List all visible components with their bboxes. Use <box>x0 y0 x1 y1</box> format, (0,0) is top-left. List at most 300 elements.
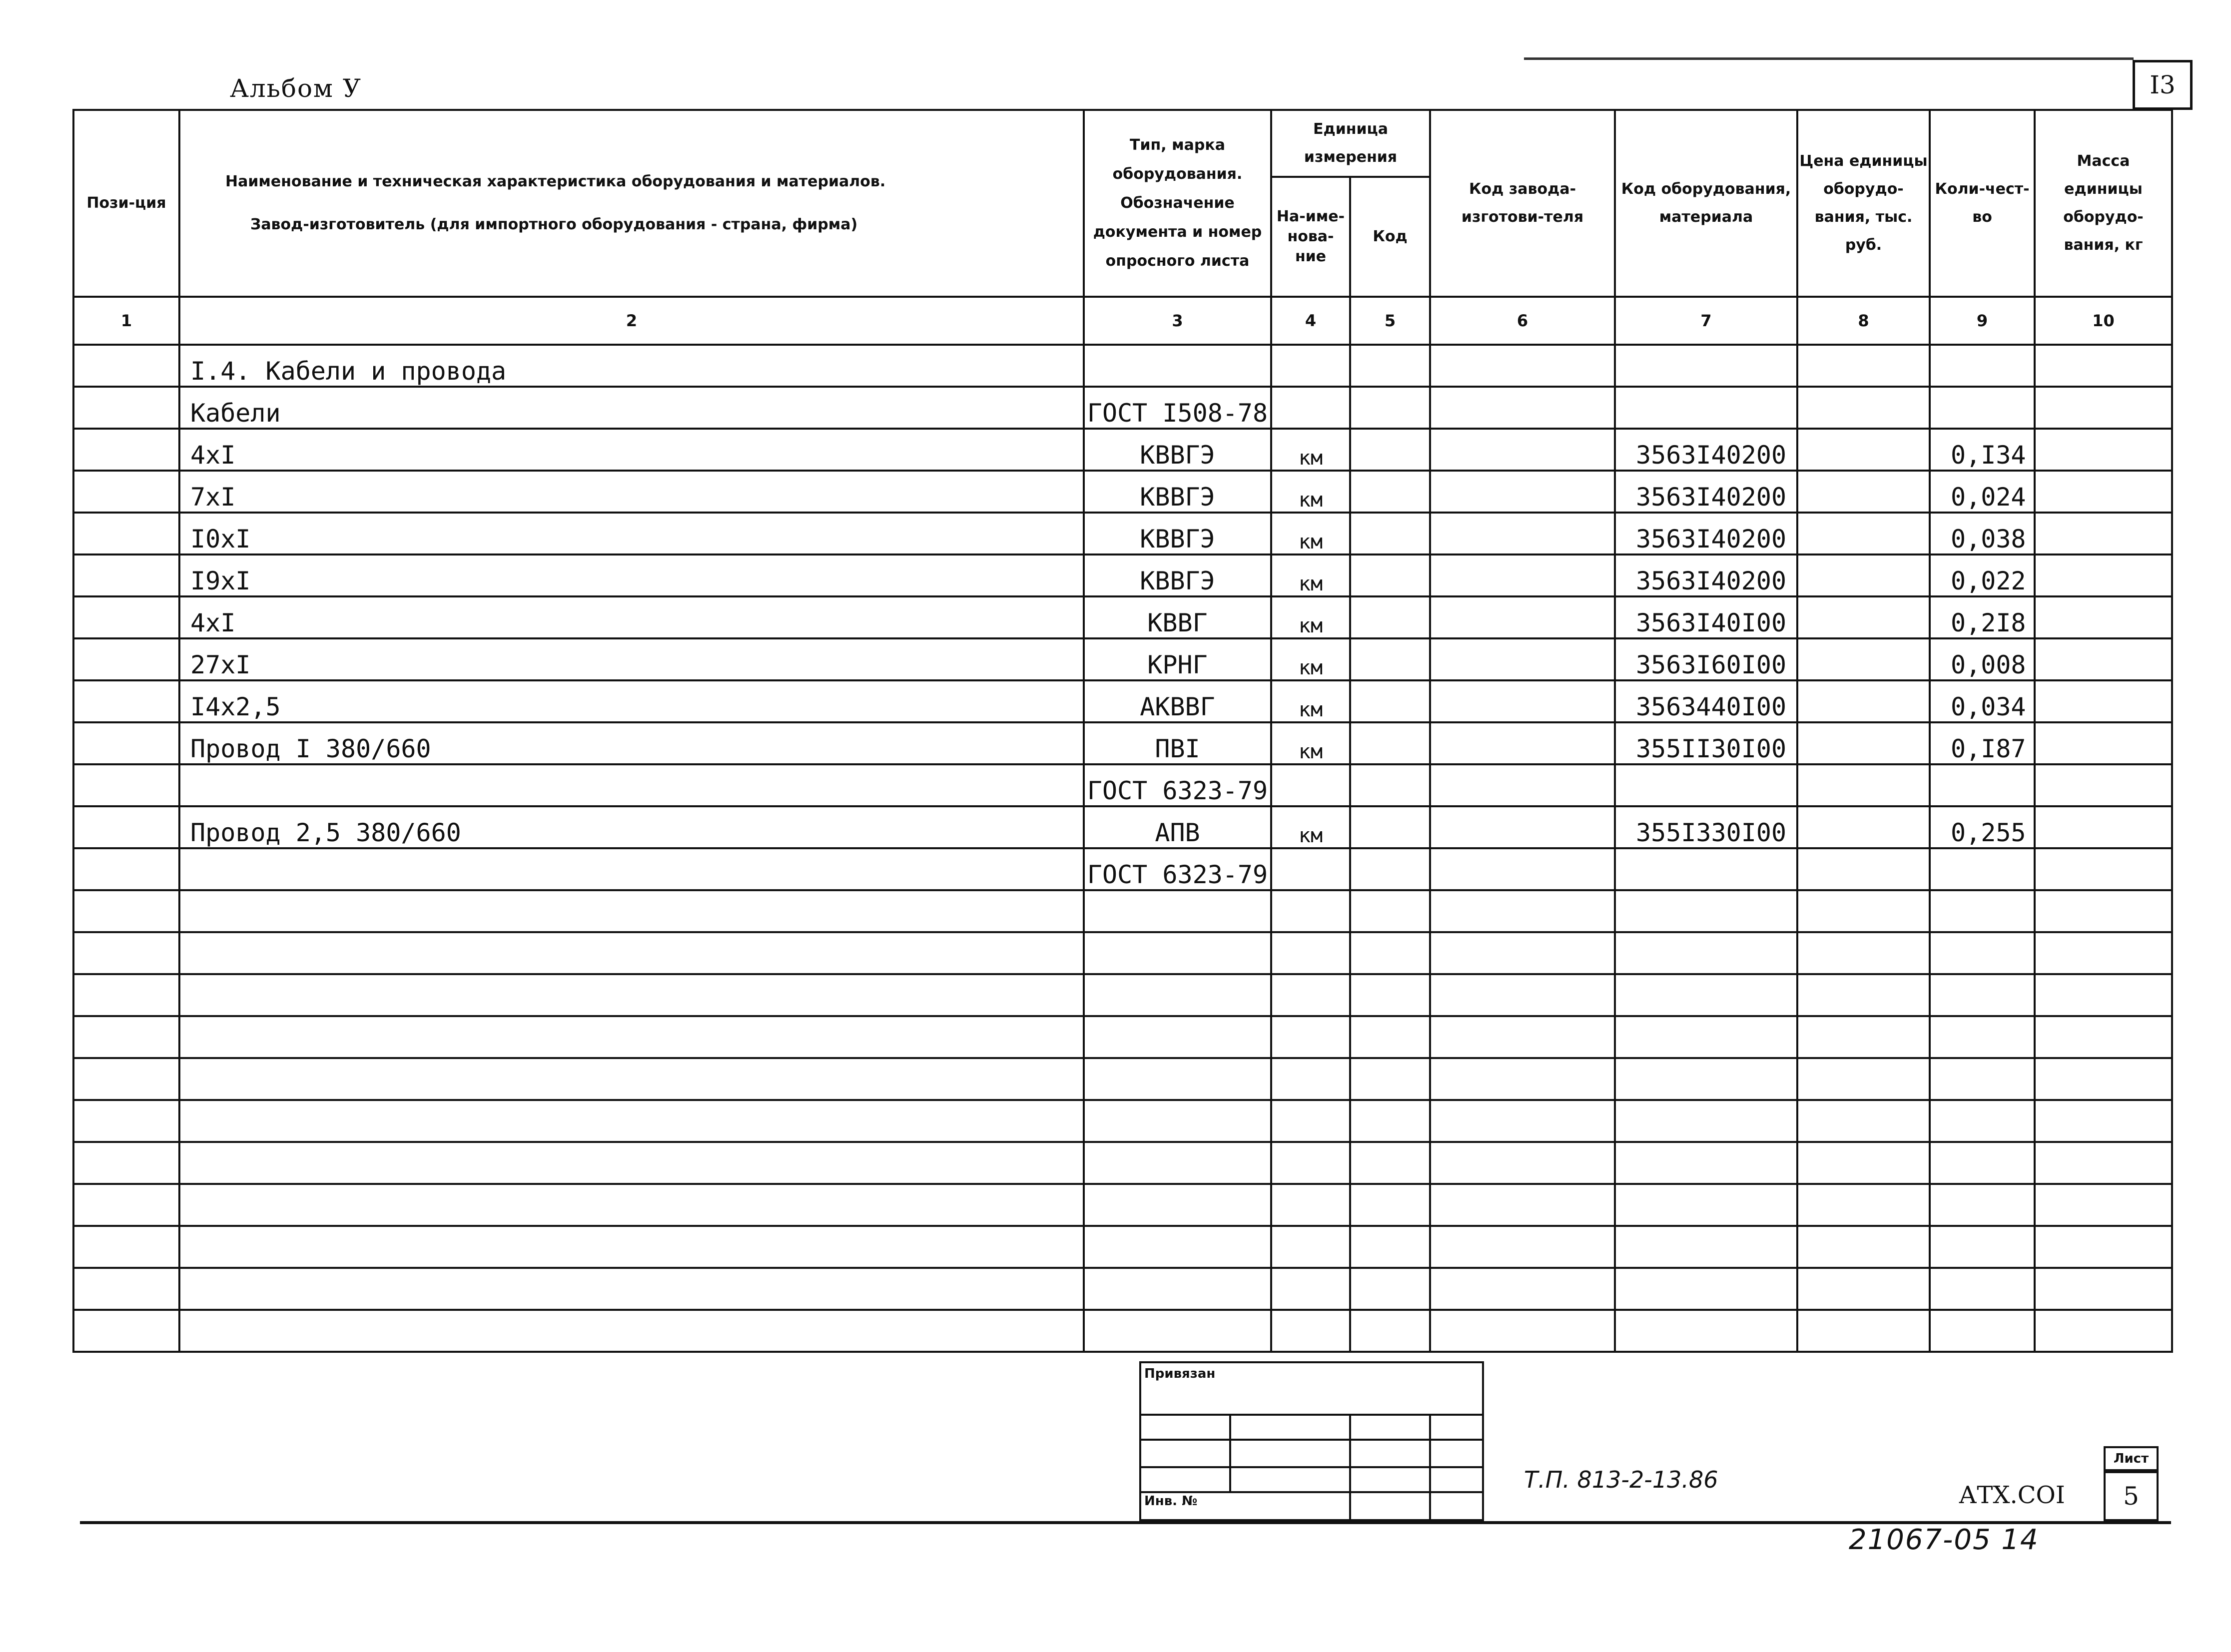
empty-cell <box>1084 1142 1271 1184</box>
header-unit: Единица измерения <box>1271 110 1430 177</box>
empty-cell <box>1930 1184 2035 1226</box>
empty-cell <box>179 1226 1084 1268</box>
bound-label: Привязан <box>1144 1366 1216 1381</box>
name-cell: 4xI <box>179 429 1084 471</box>
pos-cell <box>73 429 179 471</box>
table-row <box>73 596 2172 638</box>
pos-cell <box>73 638 179 680</box>
name-cell: 4xI <box>179 596 1084 638</box>
table-row <box>73 513 2172 554</box>
unit-code-cell <box>1350 722 1430 764</box>
table-row <box>73 638 2172 680</box>
unit-cell: км <box>1271 513 1350 554</box>
col-number: 7 <box>1615 297 1797 345</box>
empty-row <box>73 1100 2172 1142</box>
empty-cell <box>1430 1184 1615 1226</box>
price-cell <box>1797 387 1930 429</box>
unit-code-cell <box>1350 554 1430 596</box>
table-row <box>73 554 2172 596</box>
mass-cell <box>2035 722 2172 764</box>
factory-code-cell <box>1430 429 1615 471</box>
empty-cell <box>1930 1142 2035 1184</box>
empty-cell <box>2035 1016 2172 1058</box>
empty-cell <box>1350 1142 1430 1184</box>
sheet-label: Лист <box>2104 1446 2159 1471</box>
unit-cell <box>1271 387 1350 429</box>
empty-cell <box>1797 1058 1930 1100</box>
empty-cell <box>1430 1310 1615 1352</box>
col-number: 9 <box>1930 297 2035 345</box>
stamp-divider <box>1229 1414 1231 1491</box>
name-cell: I9xI <box>179 554 1084 596</box>
empty-cell <box>1615 974 1797 1016</box>
header-unit-code: Код <box>1350 177 1430 297</box>
page-number: I3 <box>2133 60 2193 110</box>
price-cell <box>1797 848 1930 890</box>
empty-cell <box>1271 1058 1350 1100</box>
table-row <box>73 680 2172 722</box>
name-cell: I4x2,5 <box>179 680 1084 722</box>
table-row <box>73 806 2172 848</box>
empty-cell <box>179 932 1084 974</box>
data-rows <box>73 345 2172 1352</box>
empty-cell <box>1797 890 1930 932</box>
price-cell <box>1797 722 1930 764</box>
empty-cell <box>179 1100 1084 1142</box>
pos-cell <box>73 513 179 554</box>
equipment-code-cell <box>1615 848 1797 890</box>
empty-cell <box>1797 932 1930 974</box>
unit-code-cell <box>1350 513 1430 554</box>
empty-cell <box>1930 1100 2035 1142</box>
col-number: 5 <box>1350 297 1430 345</box>
empty-cell <box>73 974 179 1016</box>
empty-row <box>73 1268 2172 1310</box>
unit-cell: км <box>1271 429 1350 471</box>
header-row <box>73 110 2172 177</box>
equipment-code-cell: 3563440I00 <box>1615 680 1797 722</box>
mass-cell <box>2035 638 2172 680</box>
document-code: АТХ.COI <box>1959 1481 2065 1509</box>
name-cell: 27xI <box>179 638 1084 680</box>
empty-cell <box>1350 1016 1430 1058</box>
stamp-line <box>1139 1491 1484 1493</box>
empty-cell <box>73 1226 179 1268</box>
header-quantity: Коли-чест-во <box>1930 110 2035 297</box>
empty-cell <box>2035 1226 2172 1268</box>
empty-cell <box>1615 1310 1797 1352</box>
equipment-code-cell: 3563I40200 <box>1615 513 1797 554</box>
empty-cell <box>1350 1310 1430 1352</box>
empty-cell <box>1350 1100 1430 1142</box>
empty-cell <box>1430 1268 1615 1310</box>
header-position: Пози-ция <box>73 110 179 297</box>
stamp-line <box>1139 1466 1484 1468</box>
empty-row <box>73 1142 2172 1184</box>
factory-code-cell <box>1430 471 1615 513</box>
table-row <box>73 429 2172 471</box>
specification-table <box>72 109 2173 1353</box>
empty-cell <box>2035 1058 2172 1100</box>
price-cell <box>1797 429 1930 471</box>
empty-cell <box>179 1268 1084 1310</box>
price-cell <box>1797 471 1930 513</box>
empty-cell <box>73 890 179 932</box>
quantity-cell: 0,2I8 <box>1930 596 2035 638</box>
name-cell: 7xI <box>179 471 1084 513</box>
equipment-code-cell: 355II30I00 <box>1615 722 1797 764</box>
empty-cell <box>2035 1310 2172 1352</box>
unit-code-cell <box>1350 387 1430 429</box>
empty-cell <box>1271 1268 1350 1310</box>
quantity-cell <box>1930 764 2035 806</box>
col-number: 4 <box>1271 297 1350 345</box>
empty-cell <box>1797 974 1930 1016</box>
empty-row <box>73 1310 2172 1352</box>
name-cell: I.4. Кабели и провода <box>179 345 1084 387</box>
price-cell <box>1797 345 1930 387</box>
name-cell: Провод 2,5 380/660 <box>179 806 1084 848</box>
stamp-line <box>1139 1439 1484 1441</box>
table-row <box>73 722 2172 764</box>
factory-code-cell <box>1430 806 1615 848</box>
quantity-cell: 0,I87 <box>1930 722 2035 764</box>
type-cell: КВВГЭ <box>1084 513 1271 554</box>
empty-cell <box>1615 1268 1797 1310</box>
empty-cell <box>2035 974 2172 1016</box>
empty-cell <box>1271 1016 1350 1058</box>
mass-cell <box>2035 764 2172 806</box>
unit-cell: км <box>1271 596 1350 638</box>
empty-cell <box>1350 1268 1430 1310</box>
empty-cell <box>1430 1100 1615 1142</box>
name-cell: Кабели <box>179 387 1084 429</box>
quantity-cell: 0,038 <box>1930 513 2035 554</box>
pos-cell <box>73 806 179 848</box>
empty-cell <box>1797 1016 1930 1058</box>
table-row <box>73 848 2172 890</box>
pos-cell <box>73 554 179 596</box>
empty-cell <box>1084 932 1271 974</box>
col-number: 10 <box>2035 297 2172 345</box>
empty-cell <box>1350 1226 1430 1268</box>
empty-cell <box>1084 1100 1271 1142</box>
mass-cell <box>2035 848 2172 890</box>
unit-code-cell <box>1350 764 1430 806</box>
col-number: 6 <box>1430 297 1615 345</box>
empty-cell <box>73 1310 179 1352</box>
empty-cell <box>1930 1016 2035 1058</box>
name-cell: Провод I 380/660 <box>179 722 1084 764</box>
empty-cell <box>1930 974 2035 1016</box>
pos-cell <box>73 680 179 722</box>
equipment-code-cell <box>1615 345 1797 387</box>
empty-cell <box>1271 1142 1350 1184</box>
empty-cell <box>1430 932 1615 974</box>
empty-cell <box>2035 890 2172 932</box>
empty-cell <box>1084 1058 1271 1100</box>
empty-cell <box>73 1184 179 1226</box>
table-row <box>73 387 2172 429</box>
table-row <box>73 345 2172 387</box>
equipment-code-cell: 3563I60I00 <box>1615 638 1797 680</box>
mass-cell <box>2035 806 2172 848</box>
price-cell <box>1797 806 1930 848</box>
unit-cell <box>1271 345 1350 387</box>
factory-code-cell <box>1430 345 1615 387</box>
equipment-code-cell: 3563I40200 <box>1615 471 1797 513</box>
equipment-code-cell: 3563I40200 <box>1615 554 1797 596</box>
factory-code-cell <box>1430 554 1615 596</box>
header-name-line2: Завод-изготовитель (для импортного оборудования - страна, фирма) <box>250 216 858 233</box>
unit-cell <box>1271 764 1350 806</box>
empty-cell <box>1084 1226 1271 1268</box>
empty-cell <box>1615 1184 1797 1226</box>
pos-cell <box>73 345 179 387</box>
empty-cell <box>1084 890 1271 932</box>
empty-cell <box>1350 890 1430 932</box>
unit-cell: км <box>1271 554 1350 596</box>
type-cell: ГОСТ I508-78 <box>1084 387 1271 429</box>
header-name-line1: Наименование и техническая характеристика оборудования и материалов. <box>225 173 886 190</box>
empty-row <box>73 1184 2172 1226</box>
stamp-line <box>1139 1414 1484 1416</box>
header-name <box>179 110 1084 297</box>
mass-cell <box>2035 387 2172 429</box>
factory-code-cell <box>1430 722 1615 764</box>
pos-cell <box>73 722 179 764</box>
type-cell: ГОСТ 6323-79 <box>1084 848 1271 890</box>
quantity-cell <box>1930 848 2035 890</box>
empty-cell <box>73 932 179 974</box>
mass-cell <box>2035 513 2172 554</box>
empty-cell <box>73 1058 179 1100</box>
type-cell <box>1084 345 1271 387</box>
empty-cell <box>1615 1100 1797 1142</box>
type-cell: АКВВГ <box>1084 680 1271 722</box>
empty-cell <box>1271 932 1350 974</box>
quantity-cell: 0,255 <box>1930 806 2035 848</box>
unit-cell: км <box>1271 722 1350 764</box>
stamp-divider <box>1349 1414 1351 1521</box>
quantity-cell: 0,022 <box>1930 554 2035 596</box>
pos-cell <box>73 471 179 513</box>
sheet-number: 5 <box>2104 1471 2159 1521</box>
mass-cell <box>2035 554 2172 596</box>
name-cell <box>179 764 1084 806</box>
header-price: Цена единицы оборудо-вания, тыс. руб. <box>1797 110 1930 297</box>
column-number-row <box>73 297 2172 345</box>
empty-cell <box>1930 890 2035 932</box>
price-cell <box>1797 764 1930 806</box>
factory-code-cell <box>1430 513 1615 554</box>
unit-cell: км <box>1271 471 1350 513</box>
empty-cell <box>179 1142 1084 1184</box>
mass-cell <box>2035 596 2172 638</box>
empty-cell <box>2035 1184 2172 1226</box>
type-cell: КВВГЭ <box>1084 429 1271 471</box>
header-mass: Масса единицы оборудо-вания, кг <box>2035 110 2172 297</box>
inventory-label: Инв. № <box>1144 1494 1198 1509</box>
stamp-divider <box>1429 1414 1431 1521</box>
header-unit-name: На-име-нова-ние <box>1271 177 1350 297</box>
empty-row <box>73 1226 2172 1268</box>
unit-cell <box>1271 848 1350 890</box>
quantity-cell: 0,008 <box>1930 638 2035 680</box>
unit-code-cell <box>1350 345 1430 387</box>
col-number: 2 <box>179 297 1084 345</box>
equipment-code-cell: 3563I40200 <box>1615 429 1797 471</box>
price-cell <box>1797 554 1930 596</box>
empty-cell <box>1615 1058 1797 1100</box>
unit-cell: км <box>1271 806 1350 848</box>
type-cell: АПВ <box>1084 806 1271 848</box>
empty-cell <box>1615 1016 1797 1058</box>
mass-cell <box>2035 680 2172 722</box>
quantity-cell <box>1930 345 2035 387</box>
empty-cell <box>1930 932 2035 974</box>
price-cell <box>1797 513 1930 554</box>
empty-row <box>73 932 2172 974</box>
equipment-code-cell <box>1615 764 1797 806</box>
empty-cell <box>1271 1226 1350 1268</box>
empty-cell <box>1084 1310 1271 1352</box>
empty-row <box>73 1058 2172 1100</box>
empty-cell <box>1615 932 1797 974</box>
mass-cell <box>2035 345 2172 387</box>
empty-cell <box>2035 932 2172 974</box>
empty-cell <box>179 1058 1084 1100</box>
empty-cell <box>179 974 1084 1016</box>
header-factory-code: Код завода-изготови-теля <box>1430 110 1615 297</box>
price-cell <box>1797 680 1930 722</box>
pos-cell <box>73 596 179 638</box>
empty-cell <box>73 1100 179 1142</box>
empty-row <box>73 974 2172 1016</box>
factory-code-cell <box>1430 764 1615 806</box>
equipment-code-cell: 355I330I00 <box>1615 806 1797 848</box>
unit-code-cell <box>1350 596 1430 638</box>
empty-cell <box>1084 1268 1271 1310</box>
unit-code-cell <box>1350 638 1430 680</box>
empty-cell <box>1084 974 1271 1016</box>
unit-cell: км <box>1271 680 1350 722</box>
type-cell: КВВГ <box>1084 596 1271 638</box>
empty-cell <box>1615 890 1797 932</box>
factory-code-cell <box>1430 387 1615 429</box>
price-cell <box>1797 596 1930 638</box>
empty-cell <box>1615 1142 1797 1184</box>
empty-cell <box>2035 1100 2172 1142</box>
empty-cell <box>2035 1142 2172 1184</box>
empty-cell <box>1930 1268 2035 1310</box>
header-equipment-code: Код оборудования, материала <box>1615 110 1797 297</box>
mass-cell <box>2035 471 2172 513</box>
empty-cell <box>1271 890 1350 932</box>
empty-cell <box>1350 932 1430 974</box>
col-number: 3 <box>1084 297 1271 345</box>
equipment-code-cell <box>1615 387 1797 429</box>
empty-cell <box>1430 974 1615 1016</box>
empty-cell <box>1271 1310 1350 1352</box>
empty-cell <box>1271 974 1350 1016</box>
factory-code-cell <box>1430 638 1615 680</box>
unit-code-cell <box>1350 680 1430 722</box>
factory-code-cell <box>1430 680 1615 722</box>
equipment-code-cell: 3563I40I00 <box>1615 596 1797 638</box>
project-code: Т.П. 813-2-13.86 <box>1524 1466 1718 1493</box>
empty-cell <box>1430 1058 1615 1100</box>
empty-cell <box>1430 890 1615 932</box>
empty-cell <box>1350 1184 1430 1226</box>
empty-cell <box>179 890 1084 932</box>
type-cell: КРНГ <box>1084 638 1271 680</box>
quantity-cell: 0,I34 <box>1930 429 2035 471</box>
empty-cell <box>1615 1226 1797 1268</box>
empty-cell <box>1797 1268 1930 1310</box>
empty-cell <box>179 1016 1084 1058</box>
table-row <box>73 471 2172 513</box>
mass-cell <box>2035 429 2172 471</box>
pos-cell <box>73 764 179 806</box>
empty-cell <box>1797 1226 1930 1268</box>
type-cell: КВВГЭ <box>1084 471 1271 513</box>
empty-row <box>73 890 2172 932</box>
album-title: Альбом У <box>230 74 362 103</box>
empty-cell <box>179 1310 1084 1352</box>
empty-row <box>73 1016 2172 1058</box>
unit-cell: км <box>1271 638 1350 680</box>
empty-cell <box>1930 1058 2035 1100</box>
col-number: 8 <box>1797 297 1930 345</box>
empty-cell <box>1350 1058 1430 1100</box>
empty-cell <box>73 1016 179 1058</box>
type-cell: ГОСТ 6323-79 <box>1084 764 1271 806</box>
quantity-cell: 0,034 <box>1930 680 2035 722</box>
type-cell: КВВГЭ <box>1084 554 1271 596</box>
unit-code-cell <box>1350 471 1430 513</box>
pos-cell <box>73 848 179 890</box>
table-row <box>73 764 2172 806</box>
empty-cell <box>1430 1142 1615 1184</box>
empty-cell <box>1350 974 1430 1016</box>
name-cell: I0xI <box>179 513 1084 554</box>
empty-cell <box>1430 1016 1615 1058</box>
unit-code-cell <box>1350 806 1430 848</box>
empty-cell <box>179 1184 1084 1226</box>
empty-cell <box>1797 1310 1930 1352</box>
empty-cell <box>1084 1184 1271 1226</box>
unit-code-cell <box>1350 429 1430 471</box>
empty-cell <box>1271 1100 1350 1142</box>
empty-cell <box>1797 1184 1930 1226</box>
quantity-cell: 0,024 <box>1930 471 2035 513</box>
empty-cell <box>1430 1226 1615 1268</box>
empty-cell <box>1930 1310 2035 1352</box>
col-number: 1 <box>73 297 179 345</box>
empty-cell <box>1271 1184 1350 1226</box>
empty-cell <box>73 1142 179 1184</box>
top-rule <box>1524 57 2134 60</box>
unit-code-cell <box>1350 848 1430 890</box>
quantity-cell <box>1930 387 2035 429</box>
empty-cell <box>1797 1100 1930 1142</box>
header-type: Тип, марка оборудования. Обозначение документа и номер опросного листа <box>1084 110 1271 297</box>
handwritten-note: 21067-05 14 <box>1849 1524 2039 1556</box>
type-cell: ПВI <box>1084 722 1271 764</box>
name-cell <box>179 848 1084 890</box>
factory-code-cell <box>1430 848 1615 890</box>
